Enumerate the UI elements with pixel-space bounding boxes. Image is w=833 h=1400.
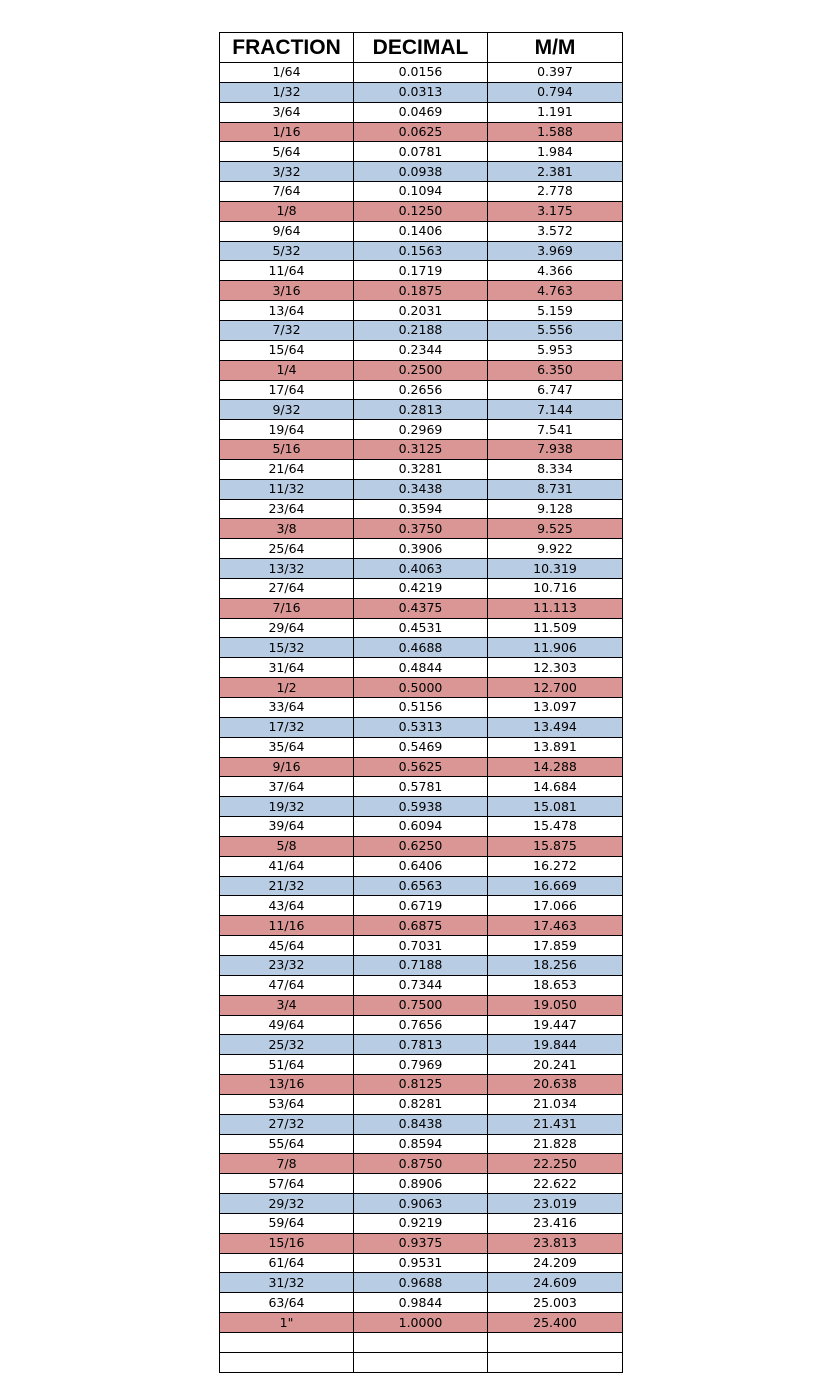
cell-fraction: 15/64 [220,340,354,360]
cell-mm: 7.144 [488,400,623,420]
cell-decimal: 0.6094 [354,817,488,837]
cell-fraction: 27/64 [220,578,354,598]
table-row [220,1213,623,1233]
table-row [220,1035,623,1055]
cell-mm: 14.288 [488,757,623,777]
table-row [220,1313,623,1333]
table-row [220,936,623,956]
cell-decimal: 0.8750 [354,1154,488,1174]
cell-decimal: 0.2500 [354,360,488,380]
cell-fraction: 35/64 [220,737,354,757]
table-row [220,162,623,182]
table-row [220,102,623,122]
cell-fraction: 1" [220,1313,354,1333]
table-row [220,817,623,837]
cell-fraction: 25/32 [220,1035,354,1055]
cell-fraction: 39/64 [220,817,354,837]
table-row [220,380,623,400]
cell-decimal: 0.5156 [354,698,488,718]
table-row [220,261,623,281]
cell-decimal: 0.7656 [354,1015,488,1035]
table-row [220,1114,623,1134]
cell-fraction: 3/64 [220,102,354,122]
cell-decimal: 0.2813 [354,400,488,420]
cell-mm: 19.447 [488,1015,623,1035]
cell-fraction [220,1333,354,1353]
cell-mm: 25.400 [488,1313,623,1333]
cell-mm: 20.241 [488,1055,623,1075]
cell-fraction: 3/16 [220,281,354,301]
cell-fraction: 47/64 [220,975,354,995]
cell-fraction: 7/64 [220,182,354,202]
cell-mm: 4.763 [488,281,623,301]
cell-mm: 21.828 [488,1134,623,1154]
table-row [220,1293,623,1313]
table-row [220,757,623,777]
header-row [220,33,623,63]
cell-mm: 24.609 [488,1273,623,1293]
cell-mm: 0.794 [488,82,623,102]
table-row [220,1154,623,1174]
cell-mm: 12.303 [488,658,623,678]
cell-mm: 9.128 [488,499,623,519]
table-row [220,182,623,202]
cell-mm: 3.969 [488,241,623,261]
table-body [220,63,623,1373]
cell-decimal [354,1352,488,1372]
cell-decimal: 0.4531 [354,618,488,638]
table-row [220,301,623,321]
cell-decimal: 0.4219 [354,578,488,598]
cell-mm: 4.366 [488,261,623,281]
table-row [220,440,623,460]
cell-fraction: 9/64 [220,221,354,241]
cell-mm: 13.494 [488,717,623,737]
cell-decimal: 0.0781 [354,142,488,162]
table-row [220,896,623,916]
cell-decimal: 0.3438 [354,479,488,499]
table-row [220,1273,623,1293]
cell-fraction: 31/32 [220,1273,354,1293]
cell-fraction: 19/64 [220,420,354,440]
header-mm: M/M [488,33,623,63]
cell-decimal: 0.4375 [354,598,488,618]
cell-mm: 1.191 [488,102,623,122]
cell-decimal: 0.0625 [354,122,488,142]
cell-fraction: 7/32 [220,320,354,340]
cell-fraction: 13/64 [220,301,354,321]
cell-decimal: 0.3750 [354,519,488,539]
cell-fraction: 7/8 [220,1154,354,1174]
cell-decimal: 0.9063 [354,1194,488,1214]
cell-fraction: 29/64 [220,618,354,638]
cell-mm: 6.747 [488,380,623,400]
cell-fraction: 17/64 [220,380,354,400]
cell-decimal: 0.1875 [354,281,488,301]
cell-fraction: 23/32 [220,955,354,975]
cell-mm: 23.416 [488,1213,623,1233]
cell-fraction: 53/64 [220,1094,354,1114]
cell-mm: 21.034 [488,1094,623,1114]
cell-mm: 5.953 [488,340,623,360]
table-row [220,678,623,698]
table-row [220,221,623,241]
cell-decimal: 0.7969 [354,1055,488,1075]
cell-mm: 22.250 [488,1154,623,1174]
cell-decimal: 0.2031 [354,301,488,321]
cell-mm: 3.175 [488,201,623,221]
table-row [220,241,623,261]
table-row [220,975,623,995]
cell-mm: 18.653 [488,975,623,995]
cell-decimal: 0.6875 [354,916,488,936]
table-row [220,876,623,896]
cell-decimal: 0.5000 [354,678,488,698]
cell-fraction: 61/64 [220,1253,354,1273]
cell-mm: 23.813 [488,1233,623,1253]
cell-mm: 23.019 [488,1194,623,1214]
cell-decimal: 0.1563 [354,241,488,261]
cell-fraction: 7/16 [220,598,354,618]
cell-decimal: 0.9531 [354,1253,488,1273]
cell-mm: 11.906 [488,638,623,658]
cell-mm: 5.556 [488,320,623,340]
cell-fraction: 13/16 [220,1075,354,1095]
table-row [220,400,623,420]
cell-mm: 8.334 [488,459,623,479]
cell-fraction: 25/64 [220,539,354,559]
cell-decimal: 0.9375 [354,1233,488,1253]
cell-fraction: 1/2 [220,678,354,698]
header-decimal: DECIMAL [354,33,488,63]
cell-decimal: 0.2656 [354,380,488,400]
cell-decimal: 0.9844 [354,1293,488,1313]
table-row [220,360,623,380]
table-row [220,559,623,579]
cell-fraction: 37/64 [220,777,354,797]
cell-decimal: 0.2344 [354,340,488,360]
cell-fraction: 17/32 [220,717,354,737]
cell-decimal: 0.1719 [354,261,488,281]
cell-mm: 14.684 [488,777,623,797]
cell-mm: 6.350 [488,360,623,380]
table-row [220,1233,623,1253]
table-row [220,420,623,440]
table-row [220,122,623,142]
table-row [220,1134,623,1154]
table-row [220,638,623,658]
cell-fraction: 1/32 [220,82,354,102]
cell-mm: 7.938 [488,440,623,460]
table-row [220,63,623,83]
cell-decimal: 0.7344 [354,975,488,995]
cell-decimal: 0.6719 [354,896,488,916]
table-row [220,598,623,618]
table-row [220,658,623,678]
cell-fraction: 21/64 [220,459,354,479]
cell-fraction: 11/32 [220,479,354,499]
cell-fraction: 31/64 [220,658,354,678]
cell-fraction: 1/16 [220,122,354,142]
table-row [220,916,623,936]
cell-fraction: 5/64 [220,142,354,162]
cell-decimal: 0.6563 [354,876,488,896]
cell-decimal: 0.4688 [354,638,488,658]
cell-fraction: 15/16 [220,1233,354,1253]
cell-decimal: 0.7188 [354,955,488,975]
cell-decimal: 0.9219 [354,1213,488,1233]
cell-mm: 1.588 [488,122,623,142]
table-row [220,1015,623,1035]
table-row [220,142,623,162]
cell-fraction: 27/32 [220,1114,354,1134]
cell-fraction: 23/64 [220,499,354,519]
cell-fraction: 15/32 [220,638,354,658]
cell-mm: 5.159 [488,301,623,321]
cell-fraction: 5/32 [220,241,354,261]
cell-mm: 10.319 [488,559,623,579]
cell-mm [488,1352,623,1372]
cell-fraction: 3/32 [220,162,354,182]
cell-decimal: 0.6406 [354,856,488,876]
cell-fraction: 9/32 [220,400,354,420]
cell-decimal: 0.5469 [354,737,488,757]
cell-fraction: 13/32 [220,559,354,579]
table-row [220,737,623,757]
conversion-table [219,32,623,1373]
cell-fraction: 3/4 [220,995,354,1015]
cell-fraction: 5/16 [220,440,354,460]
table-row [220,995,623,1015]
cell-mm: 24.209 [488,1253,623,1273]
cell-decimal: 0.5938 [354,797,488,817]
table-row [220,499,623,519]
cell-mm: 11.113 [488,598,623,618]
cell-mm: 9.922 [488,539,623,559]
cell-mm: 13.891 [488,737,623,757]
table-row [220,201,623,221]
cell-fraction: 59/64 [220,1213,354,1233]
table-row [220,618,623,638]
cell-fraction: 29/32 [220,1194,354,1214]
cell-mm: 16.272 [488,856,623,876]
table-row [220,1094,623,1114]
cell-mm: 25.003 [488,1293,623,1313]
table-row [220,539,623,559]
table-row [220,717,623,737]
cell-decimal: 0.1406 [354,221,488,241]
cell-fraction: 49/64 [220,1015,354,1035]
table-row [220,479,623,499]
cell-mm: 19.844 [488,1035,623,1055]
cell-mm: 9.525 [488,519,623,539]
cell-decimal: 0.2188 [354,320,488,340]
cell-mm: 17.463 [488,916,623,936]
cell-decimal [354,1333,488,1353]
cell-decimal: 0.5781 [354,777,488,797]
cell-decimal: 0.6250 [354,836,488,856]
cell-decimal: 0.7031 [354,936,488,956]
table-row [220,1352,623,1372]
cell-decimal: 0.1094 [354,182,488,202]
cell-decimal: 0.5313 [354,717,488,737]
table-row [220,698,623,718]
cell-mm: 15.875 [488,836,623,856]
cell-mm: 15.081 [488,797,623,817]
cell-fraction: 11/16 [220,916,354,936]
cell-decimal: 0.3281 [354,459,488,479]
cell-decimal: 0.3125 [354,440,488,460]
table-row [220,459,623,479]
table-row [220,320,623,340]
cell-fraction: 43/64 [220,896,354,916]
cell-fraction: 63/64 [220,1293,354,1313]
cell-fraction: 1/4 [220,360,354,380]
cell-fraction: 3/8 [220,519,354,539]
cell-mm: 1.984 [488,142,623,162]
cell-decimal: 0.0938 [354,162,488,182]
table-row [220,1055,623,1075]
cell-fraction: 5/8 [220,836,354,856]
cell-decimal: 0.0313 [354,82,488,102]
table-row [220,797,623,817]
cell-decimal: 0.0469 [354,102,488,122]
cell-mm: 10.716 [488,578,623,598]
cell-fraction: 21/32 [220,876,354,896]
cell-decimal: 0.1250 [354,201,488,221]
cell-decimal: 0.8281 [354,1094,488,1114]
cell-fraction: 1/64 [220,63,354,83]
cell-fraction: 33/64 [220,698,354,718]
cell-fraction: 19/32 [220,797,354,817]
cell-mm: 8.731 [488,479,623,499]
cell-fraction: 51/64 [220,1055,354,1075]
cell-fraction: 57/64 [220,1174,354,1194]
cell-mm: 15.478 [488,817,623,837]
table-row [220,836,623,856]
table-row [220,1253,623,1273]
cell-mm: 21.431 [488,1114,623,1134]
cell-fraction: 11/64 [220,261,354,281]
cell-decimal: 0.4844 [354,658,488,678]
header-fraction: FRACTION [220,33,354,63]
table-row [220,1075,623,1095]
table-row [220,955,623,975]
cell-mm: 11.509 [488,618,623,638]
cell-mm: 0.397 [488,63,623,83]
cell-fraction: 1/8 [220,201,354,221]
cell-mm [488,1333,623,1353]
cell-decimal: 0.3594 [354,499,488,519]
cell-mm: 20.638 [488,1075,623,1095]
cell-decimal: 0.8594 [354,1134,488,1154]
cell-mm: 18.256 [488,955,623,975]
cell-fraction: 55/64 [220,1134,354,1154]
table-row [220,82,623,102]
cell-decimal: 0.5625 [354,757,488,777]
table-row [220,519,623,539]
cell-mm: 17.066 [488,896,623,916]
cell-decimal: 0.8125 [354,1075,488,1095]
cell-decimal: 1.0000 [354,1313,488,1333]
cell-mm: 17.859 [488,936,623,956]
cell-mm: 16.669 [488,876,623,896]
cell-mm: 13.097 [488,698,623,718]
table-header [220,33,623,63]
cell-mm: 3.572 [488,221,623,241]
table-row [220,1174,623,1194]
cell-decimal: 0.2969 [354,420,488,440]
table-row [220,340,623,360]
table-row [220,856,623,876]
cell-mm: 2.381 [488,162,623,182]
table-row [220,1194,623,1214]
cell-mm: 22.622 [488,1174,623,1194]
table-row [220,777,623,797]
cell-fraction: 9/16 [220,757,354,777]
cell-decimal: 0.4063 [354,559,488,579]
cell-decimal: 0.8438 [354,1114,488,1134]
cell-mm: 7.541 [488,420,623,440]
cell-decimal: 0.7500 [354,995,488,1015]
cell-decimal: 0.0156 [354,63,488,83]
cell-fraction: 45/64 [220,936,354,956]
table-row [220,281,623,301]
cell-decimal: 0.8906 [354,1174,488,1194]
cell-fraction: 41/64 [220,856,354,876]
cell-mm: 2.778 [488,182,623,202]
cell-mm: 19.050 [488,995,623,1015]
cell-decimal: 0.7813 [354,1035,488,1055]
cell-fraction [220,1352,354,1372]
table-row [220,578,623,598]
cell-mm: 12.700 [488,678,623,698]
cell-decimal: 0.3906 [354,539,488,559]
cell-decimal: 0.9688 [354,1273,488,1293]
table-row [220,1333,623,1353]
